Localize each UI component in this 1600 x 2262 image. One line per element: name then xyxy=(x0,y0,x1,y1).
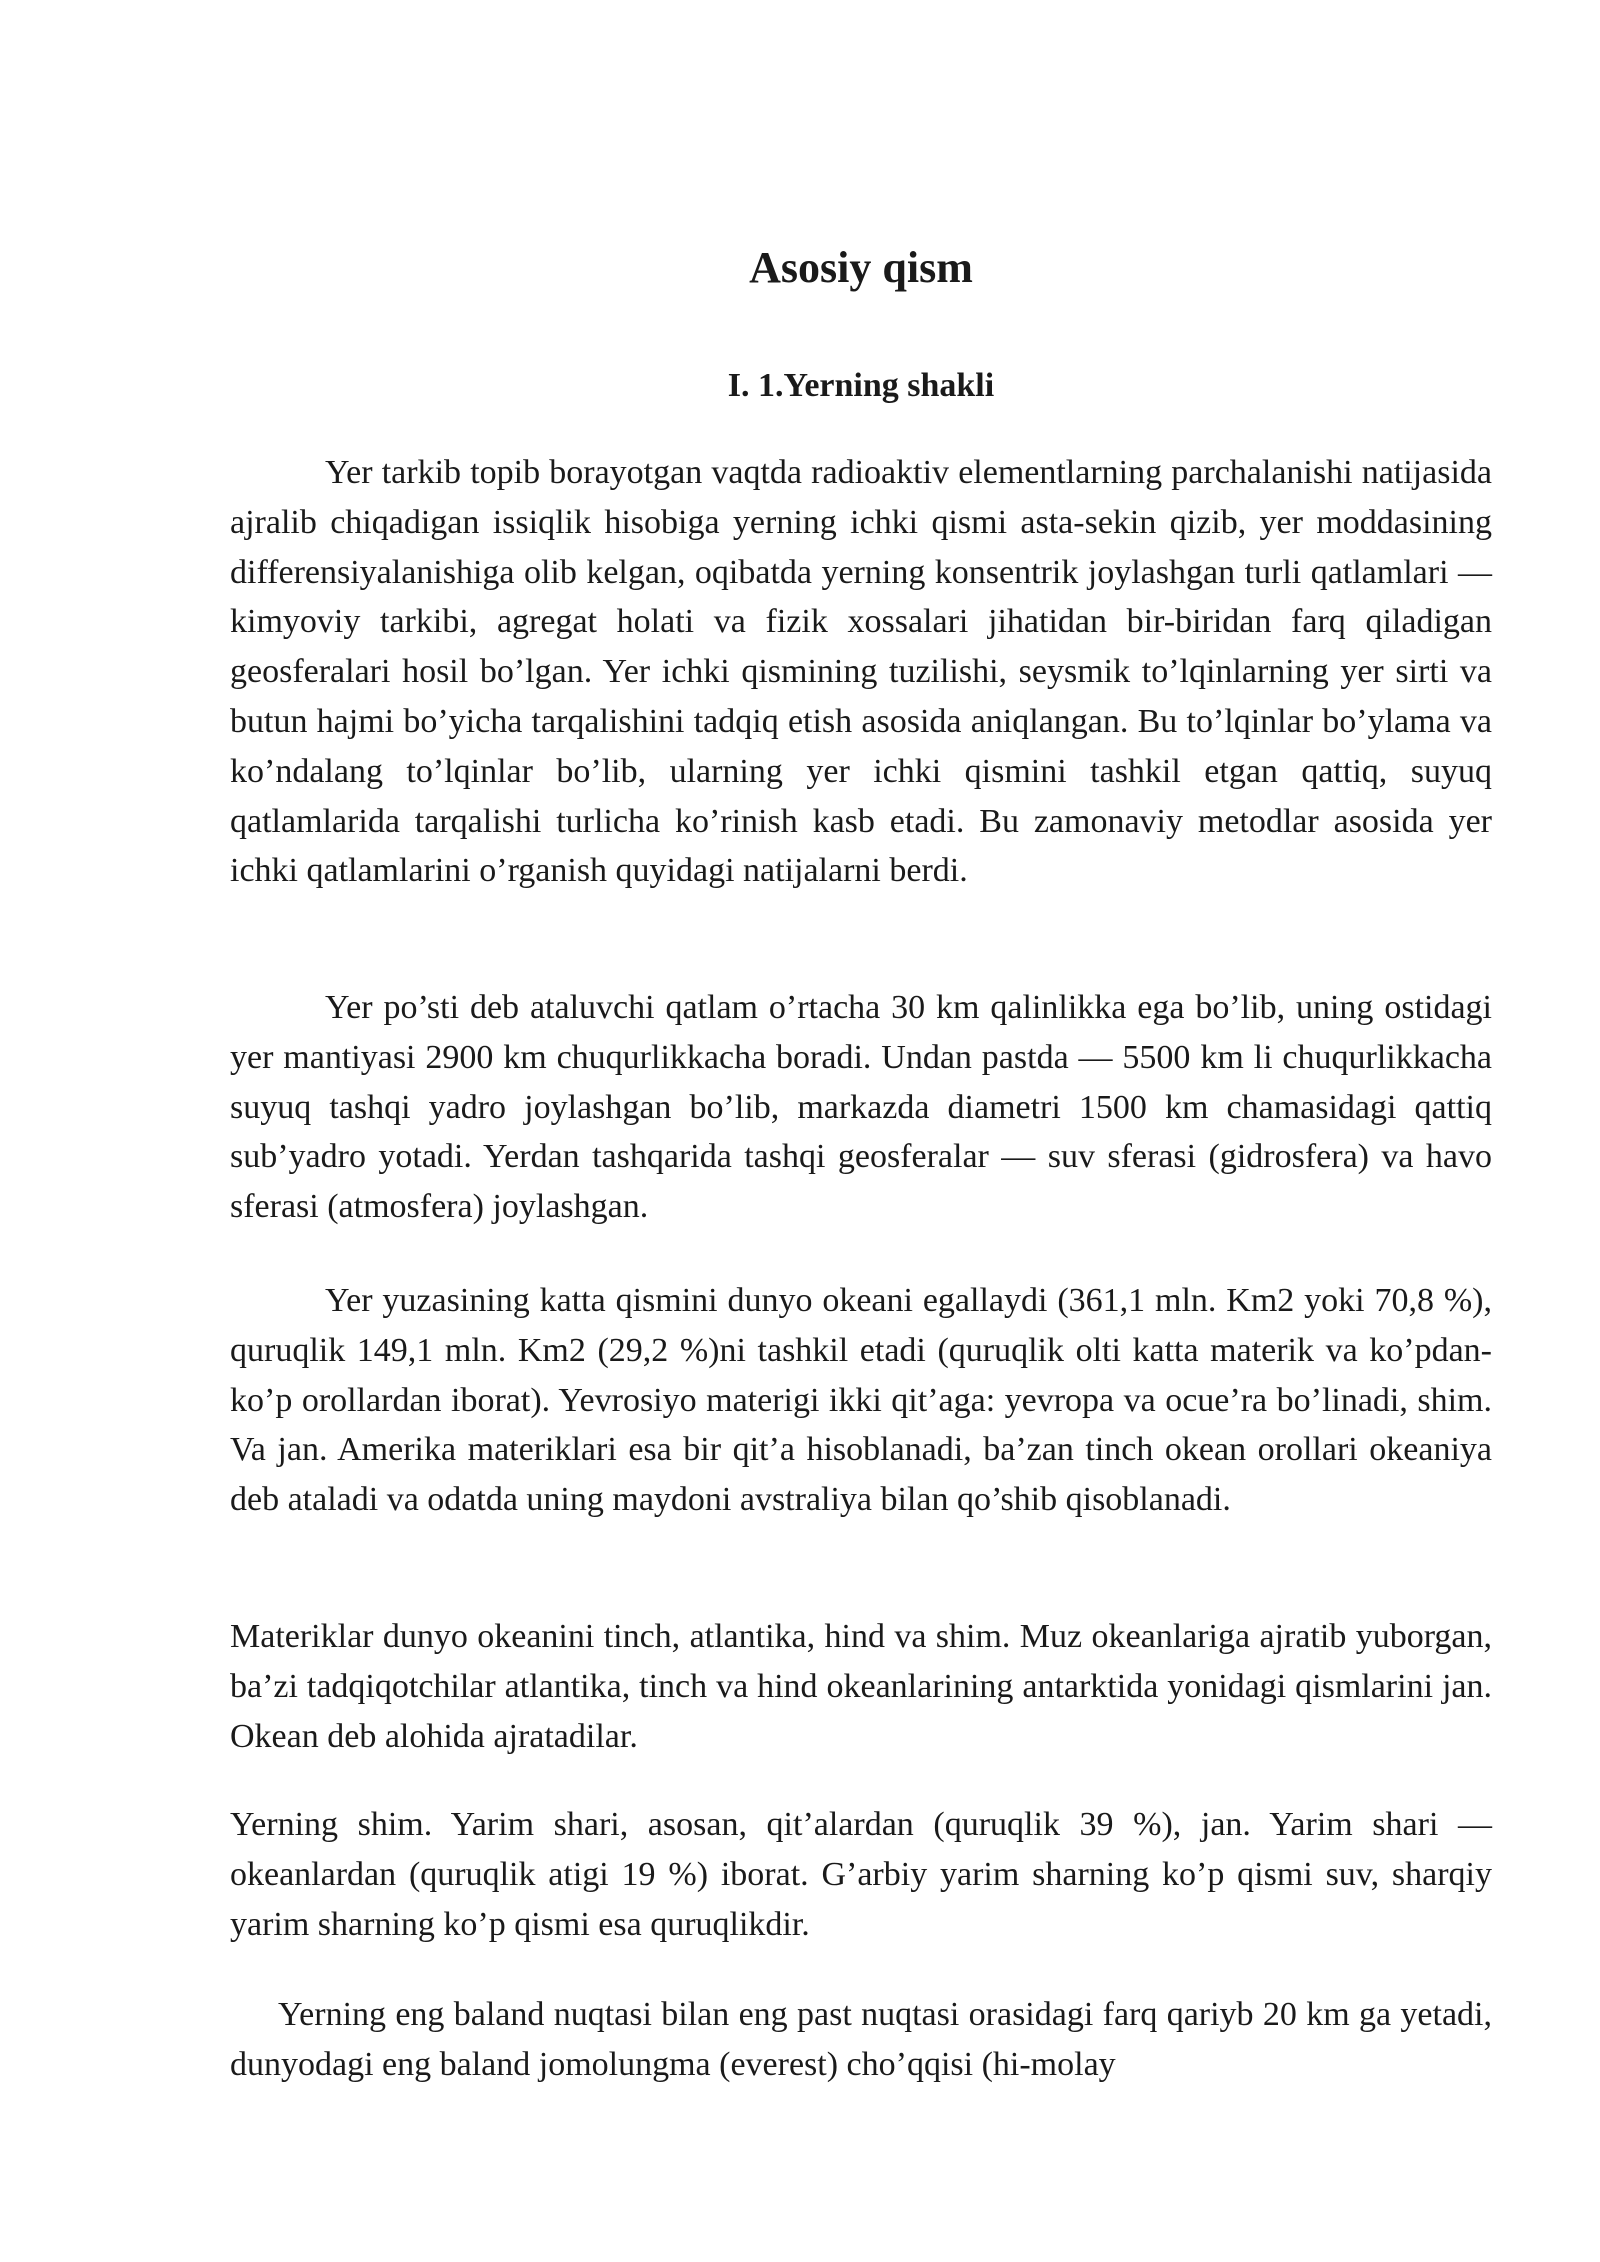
paragraph-elevation: Yerning eng baland nuqtasi bilan eng past nuqtasi orasidagi farq qariyb 20 km ga yetadi, dunyodagi eng baland jomolungma (everest) cho’qqisi (hi-molay xyxy=(230,1996,1492,2083)
paragraph-hemispheres: Yerning shim. Yarim shari, asosan, qit’alardan (quruqlik 39 %), jan. Yarim shari — okeanlardan (quruqlik atigi 19 %) iborat. G’arbiy yarim sharning ko’p qismi suv, sharqiy yarim sharning ko’p qismi esa quruqlikdir. xyxy=(230,1806,1492,1943)
page-title: Asosiy qism xyxy=(749,243,973,292)
paragraph-crust-mantle-core: Yer po’sti deb ataluvchi qatlam o’rtacha 30 km qalinlikka ega bo’lib, uning ostidagi yer mantiyasi 2900 km chuqurlikkacha boradi. Undan pastda — 5500 km li chuqurlikkacha suyuq tashqi yadro joylashgan bo’lib, markazda diametri 1500 km chamasidagi qattiq sub’yadro yotadi. Yerdan tashqarida tashqi geosferalar — suv sferasi (gidrosfera) va havo sferasi (atmosfera) joylashgan. xyxy=(230,989,1492,1226)
paragraph-earth-layers: Yer tarkib topib borayotgan vaqtda radioaktiv elementlarning parchalanishi natijasida ajralib chiqadigan issiqlik hisobiga yerning ichki qismi asta-sekin qizib, yer moddasining differensiyalanishiga olib kelgan, oqibatda yerning konsentrik joylashgan turli qatlamlari — kimyoviy tarkibi, agregat holati va fizik xossalari jihatidan bir-biridan farq qiladigan geosferalari hosil bo’lgan. Yer ichki qismining tuzilishi, seysmik to’lqinlarning yer sirti va butun hajmi bo’yicha tarqalishini tadqiq etish asosida aniqlangan. Bu to’lqinlar bo’ylama va ko’ndalang to’lqinlar bo’lib, ularning yer ichki qismini tashkil etgan qattiq, suyuq qatlamlarida tarqalishi turlicha ko’rinish kasb etadi. Bu zamonaviy metodlar asosida yer ichki qatlamlarini o’rganish quyidagi natijalarni berdi. xyxy=(230,454,1492,890)
paragraph-oceans: Materiklar dunyo okeanini tinch, atlantika, hind va shim. Muz okeanlariga ajratib yuborgan, ba’zi tadqiqotchilar atlantika, tinch va hind okeanlarining antarktida yonidagi qismlarini jan. Okean deb alohida ajratadilar. xyxy=(230,1618,1492,1755)
section-heading: I. 1.Yerning shakli xyxy=(727,367,995,404)
paragraph-ocean-land-area: Yer yuzasining katta qismini dunyo okeani egallaydi (361,1 mln. Km2 yoki 70,8 %), quruqlik 149,1 mln. Km2 (29,2 %)ni tashkil etadi (quruqlik olti katta materik va ko’pdan-ko’p orollardan iborat). Yevrosiyo materigi ikki qit’aga: yevropa va ocue’ra bo’linadi, shim. Va jan. Amerika materiklari esa bir qit’a hisoblanadi, ba’zan tinch okean orollari okeaniya deb ataladi va odatda uning maydoni avstraliya bilan qo’shib qisoblanadi. xyxy=(230,1282,1492,1519)
